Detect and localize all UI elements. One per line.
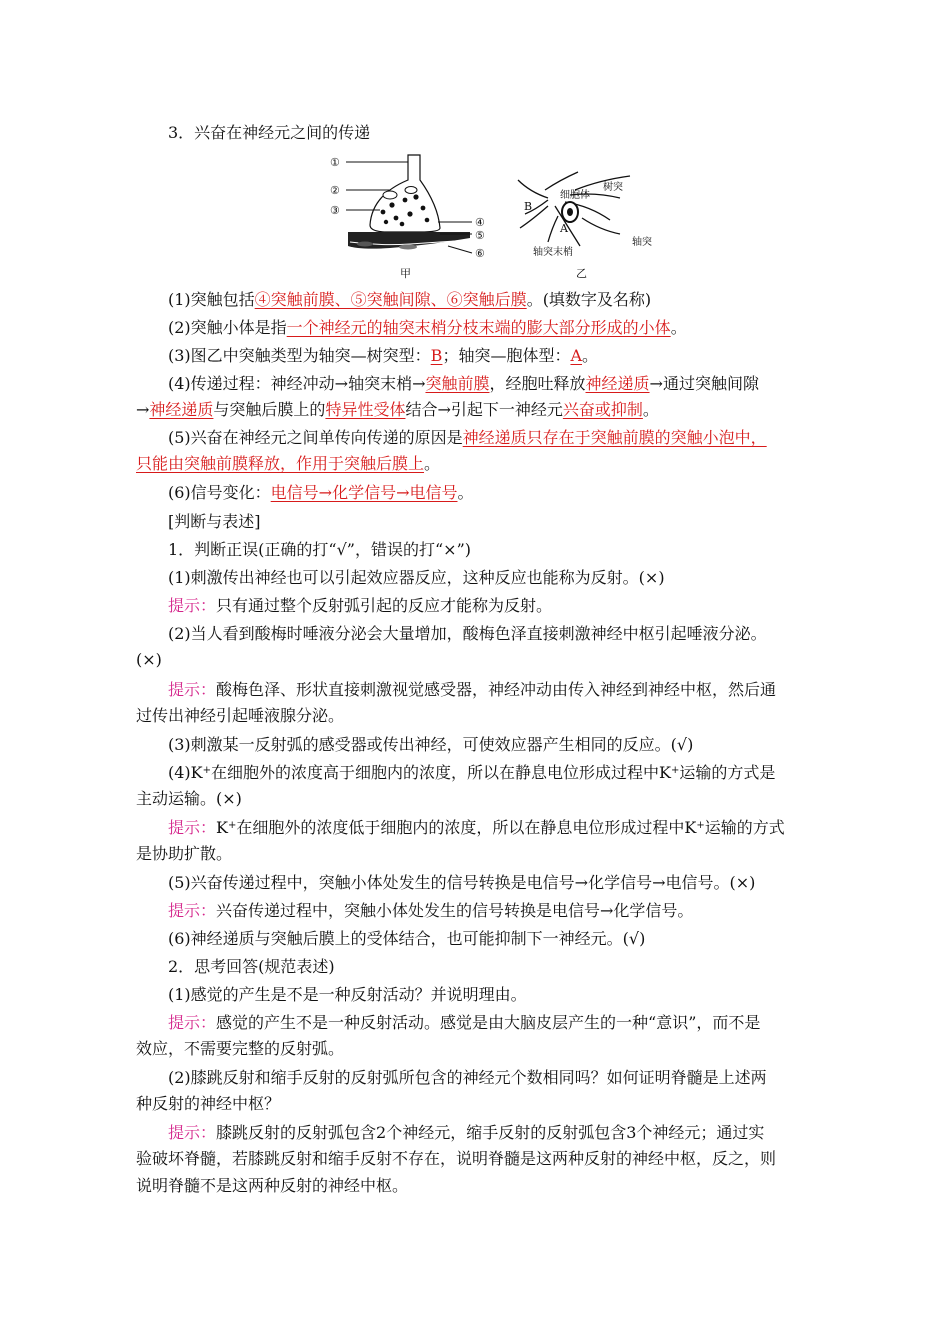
- j4-sup-2: +: [670, 765, 680, 776]
- t1-hint-2: 效应，不需要完整的反射弧。: [136, 1039, 345, 1058]
- q4-answer-1: 突触前膜: [425, 374, 490, 393]
- q4-l2-mid: 与突触后膜上的: [213, 400, 326, 419]
- j4-hint-text-2: 运输的方式: [704, 818, 785, 837]
- hint-label: 提示：: [168, 680, 217, 699]
- label-dendrite: 树突: [603, 182, 623, 193]
- label-2: ②: [330, 184, 340, 197]
- q1-text: (1)突触包括: [168, 290, 255, 309]
- j3-question: (3)刺激某一反射弧的感受器或传出神经，可使效应器产生相同的反应。(√): [168, 735, 694, 754]
- j4-k: (4)K: [168, 763, 203, 782]
- q6: [168, 483, 474, 503]
- j1-hint-text: 只有通过整个反射弧引起的反应才能称为反射。: [216, 596, 553, 615]
- q2-post: 。: [670, 318, 687, 337]
- label-axon-terminal: 轴突末梢: [533, 247, 573, 258]
- synapse-diagram-jia: [330, 155, 485, 280]
- label-axon: 轴突: [632, 237, 652, 248]
- q1-answer: ④突触前膜、⑤突触间隙、⑥突触后膜: [254, 290, 527, 309]
- q3-text: (3)图乙中突触类型为轴突—树突型：: [168, 346, 431, 365]
- j2-question-2: (×): [136, 650, 162, 669]
- section-title: 3．兴奋在神经元之间的传递: [168, 123, 371, 142]
- j4-sup: +: [202, 765, 212, 776]
- j2-question-1: (2)当人看到酸梅时唾液分泌会大量增加，酸梅色泽直接刺激神经中枢引起唾液分泌。: [168, 624, 767, 643]
- j1-hint: [168, 596, 552, 616]
- q4-text: (4)传递过程：神经冲动→轴突末梢→: [168, 374, 426, 393]
- q4-line2: [136, 400, 659, 420]
- hint-label: 提示：: [168, 818, 217, 837]
- hint-label: 提示：: [168, 1013, 217, 1032]
- q2-text: (2)突触小体是指: [168, 318, 287, 337]
- q2-answer: 一个神经元的轴突末梢分枝末端的膨大部分形成的小体: [286, 318, 671, 337]
- caption-jia: 甲: [400, 267, 411, 280]
- label-b: B: [524, 200, 533, 213]
- label-6: ⑥: [475, 247, 485, 260]
- t1-hint-1: [168, 1013, 760, 1033]
- q4-answer-3: 神经递质: [149, 400, 214, 419]
- hint-label: 提示：: [168, 901, 217, 920]
- q6-post: 。: [457, 483, 474, 502]
- q5-answer-2: 只能由突触前膜释放，作用于突触后膜上: [136, 454, 425, 473]
- t2-hint-text: 膝跳反射的反射弧包含2个神经元，缩手反射的反射弧包含3个神经元；通过实: [216, 1123, 765, 1142]
- q5-post: 。: [424, 454, 441, 473]
- judge-header: [判断与表述]: [168, 512, 261, 531]
- t2-hint-3: 说明脊髓不是这两种反射的神经中枢。: [136, 1176, 409, 1195]
- t2-hint-2: 验破坏脊髓，若膝跳反射和缩手反射不存在，说明脊髓是这两种反射的神经中枢，反之，则: [136, 1149, 777, 1168]
- j2-hint-1: [168, 680, 776, 700]
- q5-text: (5)兴奋在神经元之间单传向传递的原因是: [168, 428, 463, 447]
- q4-post: →通过突触间隙: [649, 374, 759, 393]
- q4-l2-text: →: [136, 400, 150, 419]
- q4-answer-4: 特异性受体: [325, 400, 406, 419]
- q1: [168, 290, 651, 310]
- q2: [168, 318, 687, 338]
- q4-line1: [168, 374, 759, 394]
- q4-answer-2: 神经递质: [585, 374, 650, 393]
- j5-question: (5)兴奋传递过程中，突触小体处发生的信号转换是电信号→化学信号→电信号。(×): [168, 873, 756, 892]
- q3-answer-a: A: [570, 346, 583, 365]
- q3-post: 。: [582, 346, 599, 365]
- q4-mid: ，经胞吐释放: [489, 374, 586, 393]
- j4-hint-2: 是协助扩散。: [136, 844, 233, 863]
- t2-question-2: 种反射的神经中枢？: [136, 1094, 281, 1113]
- label-5: ⑤: [475, 229, 485, 242]
- t1-question: (1)感觉的产生是不是一种反射活动？并说明理由。: [168, 985, 527, 1004]
- t2-question-1: (2)膝跳反射和缩手反射的反射弧所包含的神经元个数相同吗？如何证明脊髓是上述两: [168, 1068, 767, 1087]
- t1-hint-text: 感觉的产生不是一种反射活动。感觉是由大脑皮层产生的一种“意识”，而不是: [216, 1013, 761, 1032]
- j4-question-1: [168, 763, 775, 783]
- label-3: ③: [330, 204, 340, 217]
- j4-hint-sup: +: [227, 820, 237, 831]
- synapse-figure: [320, 150, 680, 280]
- label-soma: 细胞体: [560, 190, 590, 201]
- q3-mid: ；轴突—胞体型：: [442, 346, 571, 365]
- j4-question-2: 主动运输。(×): [136, 789, 242, 808]
- q6-answer: 电信号→化学信号→电信号: [270, 483, 458, 502]
- j2-hint-2: 过传出神经引起唾液腺分泌。: [136, 706, 345, 725]
- q6-text: (6)信号变化：: [168, 483, 271, 502]
- hint-label: 提示：: [168, 1123, 217, 1142]
- label-1: ①: [330, 156, 340, 169]
- think-title: 2．思考回答(规范表述): [168, 957, 335, 976]
- j4-hint-1: [168, 818, 785, 838]
- j6-question: (6)神经递质与突触后膜上的受体结合，也可能抑制下一神经元。(√): [168, 929, 646, 948]
- q5-line2: [136, 454, 440, 474]
- q1-post: 。(填数字及名称): [526, 290, 652, 309]
- j1-question: (1)刺激传出神经也可以引起效应器反应，这种反应也能称为反射。(×): [168, 568, 665, 587]
- label-a: A: [560, 222, 568, 235]
- caption-yi: 乙: [576, 267, 587, 280]
- judge-title: 1．判断正误(正确的打“√”，错误的打“×”): [168, 540, 471, 559]
- j4-text: 在细胞外的浓度高于细胞内的浓度，所以在静息电位形成过程中K: [211, 763, 671, 782]
- j4-hint-text: 在细胞外的浓度低于细胞内的浓度，所以在静息电位形成过程中K: [236, 818, 697, 837]
- t2-hint-1: [168, 1123, 764, 1143]
- q4-l2-post: 。: [642, 400, 659, 419]
- q3: [168, 346, 598, 366]
- j4-hint-sup-2: +: [696, 820, 705, 831]
- label-4: ④: [475, 216, 485, 229]
- hint-label: 提示：: [168, 596, 217, 615]
- q3-answer-b: B: [430, 346, 443, 365]
- j4-hint-k: K: [216, 818, 228, 837]
- j5-hint: [168, 901, 693, 921]
- q4-answer-5: 兴奋或抑制: [562, 400, 643, 419]
- j4-text-2: 运输的方式是: [679, 763, 776, 782]
- j2-hint-text: 酸梅色泽、形状直接刺激视觉感受器，神经冲动由传入神经到神经中枢，然后通: [216, 680, 777, 699]
- q5-answer-1: 神经递质只存在于突触前膜的突触小泡中，: [462, 428, 767, 447]
- q5-line1: [168, 428, 767, 448]
- q4-l2-mid2: 结合→引起下一神经元: [405, 400, 563, 419]
- neuron-diagram-yi: [518, 172, 652, 280]
- j5-hint-text: 兴奋传递过程中，突触小体处发生的信号转换是电信号→化学信号。: [216, 901, 694, 920]
